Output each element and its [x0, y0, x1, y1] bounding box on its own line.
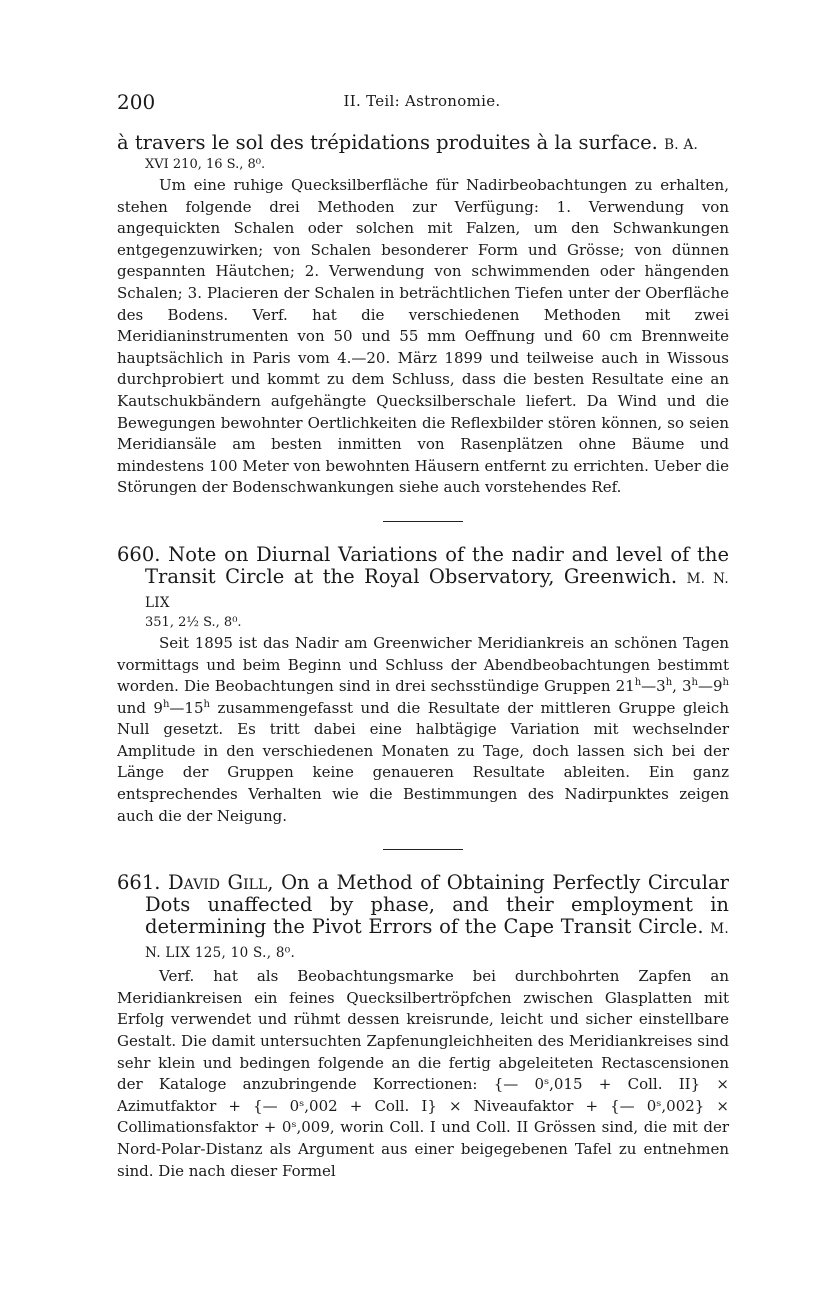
body-text: , 3 — [672, 677, 692, 696]
entry-number: 661. — [117, 871, 161, 895]
body-text: Seit 1895 ist das Nadir am Greenwicher Meridiankreis an schönen Tagen vormittags und beim Beginn und Schluss der Abendbeobachtungen bestimmt worden. Die Beobachtungen sind in drei sechsstündige Gruppen 21 — [117, 633, 729, 696]
entry-author: David Gill, — [168, 871, 274, 895]
hour-superscript: h — [634, 677, 642, 689]
entry-661 — [117, 872, 729, 1182]
body-text: —3 — [641, 677, 666, 696]
entry-number: 660. — [117, 542, 161, 566]
hour-superscript: h — [162, 698, 170, 710]
hour-superscript: h — [691, 677, 698, 689]
entry-title — [117, 872, 729, 964]
entry-reference: M. N. LIX — [145, 570, 729, 611]
page-content — [117, 132, 729, 1182]
entry-title-text: Note on Diurnal Variations of the nadir and level of the Transit Circle at the Royal Observatory, Greenwich. — [145, 542, 729, 588]
page-number: 200 — [117, 90, 156, 114]
body-text: —15 — [169, 698, 204, 717]
entry-body: Um eine ruhige Quecksilberfläche für Nadirbeobachtungen zu erhalten, stehen folgende drei Methoden zur Verfügung: 1. Verwendung von angequickten Schalen oder solchen mit Falzen, um den Schwankungen entgegenzuwirken; von Schalen besonderer Form und Grösse; von dünnen gespannten Häutchen; 2. Verwendung von schwimmenden oder hängenden Schalen; 3. Placieren der Schalen in beträchtlichen Tiefen unter der Oberfläche des Bodens. Verf. hat die verschiedenen Methoden mit zwei Meridianinstrumenten von 50 und 55 mm Oeffnung und 60 cm Brennweite hauptsächlich in Paris vom 4.—20. März 1899 und teilweise auch in Wissous durchprobiert und kommt zu dem Schluss, dass die besten Resultate eine an Kautschukbändern aufgehängte Quecksilberschale liefert. Da Wind und die Bewegungen bewohnter Oertlichkeiten die Reflexbilder stören können, so seien Meridiansäle am besten inmitten von Rasenplätzen ohne Bäume und mindestens 100 Meter von bewohnten Häusern entfernt zu errichten. Ueber die Störungen der Bodenschwankungen siehe auch vorstehendes Ref. — [117, 176, 729, 497]
separator-rule — [383, 521, 463, 522]
entry-body: Verf. hat als Beobachtungsmarke bei durchbohrten Zapfen an Meridiankreisen ein feines Quecksilbertröpfchen zwischen Glasplatten mit Erfolg verwendet und rühmt dessen kreisrunde, leicht und sicher einstellbare Gestalt. Die damit untersuchten Zapfenungleichheiten des Meridiankreises sind sehr klein und bedingen folgende an die fertig abgeleiteten Rectascensionen der Kataloge anzubringende Korrectionen: {— 0ˢ,015 + Coll. II} × Azimutfaktor + {— 0ˢ,002 + Coll. I} × Niveaufaktor + {— 0ˢ,002} × Collimationsfaktor + 0ˢ,009, worin Coll. I und Coll. II Grössen sind, die mit der Nord-Polar-Distanz als Argument aus einer beigegebenen Tafel zu entnehmen sind. Die nach dieser Formel — [117, 967, 729, 1180]
entry-title — [117, 132, 729, 173]
body-text: zusammengefasst und die Resultate der mittleren Gruppe gleich Null gesetzt. Es tritt dabei eine halbtägige Variation mit wechselnder Amplitude in den verschiedenen Monaten zu Tage, doch lassen sich bei der Länge der Gruppen keine genaueren Resultate ableiten. Ein ganz entsprechendes Verhalten wie die Bestimmungen des Nadirpunktes zeigen auch die der Neigung. — [117, 698, 729, 825]
entry-source: 351, 2½ S., 8⁰. — [145, 614, 242, 630]
body-text: —9 — [697, 677, 723, 696]
entry-title-text: On a Method of Obtaining Perfectly Circular Dots unaffected by phase, and their employment in determining the Pivot Errors of the Cape Transit Circle. — [145, 871, 729, 939]
entry-reference: M. N. LIX 125, 10 S., 8⁰. — [145, 921, 729, 962]
hour-superscript: h — [665, 677, 673, 689]
entry-source: XVI 210, 16 S., 8⁰. — [145, 157, 266, 172]
entry-title-text: à travers le sol des trépidations produites à la surface. — [117, 131, 658, 154]
page-header — [117, 90, 727, 114]
entry-660 — [117, 544, 729, 827]
running-head: II. Teil: Astronomie. — [343, 92, 501, 110]
separator-rule — [383, 849, 463, 850]
entry-body — [117, 633, 729, 827]
hour-superscript: h — [722, 677, 729, 689]
hour-superscript: h — [203, 698, 210, 710]
entry-title — [117, 544, 729, 631]
entry-continuation — [117, 132, 729, 499]
entry-reference: B. A. — [664, 137, 699, 153]
body-text: und 9 — [117, 698, 163, 717]
